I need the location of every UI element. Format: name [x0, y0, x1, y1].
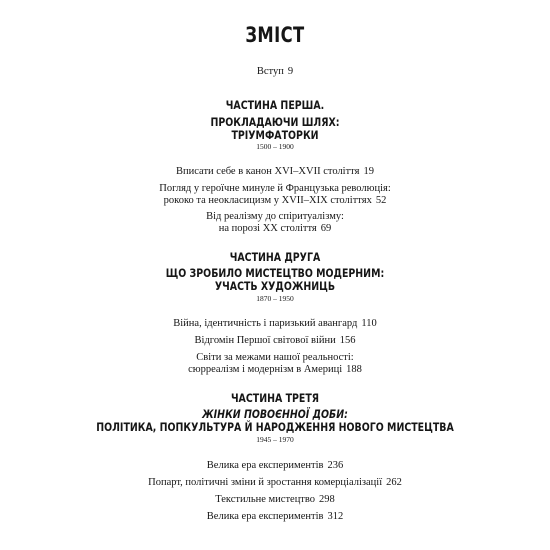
toc-entry-label: на порозі XX століття	[218, 223, 317, 234]
toc-entry-part3-ch2[interactable]	[0, 477, 550, 489]
toc-entry-page: 52	[375, 195, 387, 206]
toc-entry-label: Від реалізму до спіритуалізму:	[206, 211, 344, 222]
toc-entry-label: Відгомін Першої світової війни	[194, 335, 336, 346]
toc-entry-part3-ch1[interactable]	[0, 460, 550, 472]
toc-entry-page: 188	[346, 364, 362, 375]
toc-entry-label: Велика ера експериментів	[206, 511, 324, 522]
toc-entry-label: рококо та неокласицизм у XVII–XIX століттях	[163, 195, 372, 206]
toc-entry-label: Попарт, політичні зміни й зростання комерціалізації	[148, 477, 383, 488]
toc-entry-part1-ch2-line-2[interactable]	[0, 195, 550, 207]
toc-entry-page: 298	[319, 494, 335, 505]
part-3-label: ЧАСТИНА ТРЕТЯ	[230, 391, 320, 405]
part-3-title-line-1: ЖІНКИ ПОВОЄННОЇ ДОБИ:	[202, 407, 348, 421]
toc-entry-label: Війна, ідентичність і паризький авангард	[173, 318, 358, 329]
part-1-title-line-1: ПРОКЛАДАЮЧИ ШЛЯХ:	[210, 115, 340, 129]
part-1-title-line-2: ТРІУМФАТОРКИ	[231, 128, 319, 142]
toc-entry-page: 312	[327, 511, 344, 522]
toc-entry-label: сюрреалізм і модернізм в Америці	[188, 364, 343, 375]
toc-entry-page: 9	[287, 66, 294, 77]
part-2-title-line-2: УЧАСТЬ ХУДОЖНИЦЬ	[214, 279, 336, 293]
toc-entry-label: Вписати себе в канон XVI–XVII століття	[176, 166, 360, 177]
toc-entry-page: 69	[320, 223, 332, 234]
toc-entry-page: 19	[363, 166, 374, 177]
toc-entry-label: Текстильне мистецтво	[215, 494, 316, 505]
part-3-years: 1945 – 1970	[256, 435, 294, 444]
toc-entry-part2-ch3-line-2[interactable]	[0, 364, 550, 376]
toc-entry-part2-ch2[interactable]	[0, 335, 550, 347]
toc-entry-label: Світи за межами нашої реальності:	[196, 352, 354, 363]
part-2-label: ЧАСТИНА ДРУГА	[229, 250, 321, 264]
part-1-label: ЧАСТИНА ПЕРША.	[225, 98, 325, 112]
toc-entry-part1-ch2-line-1[interactable]	[0, 183, 550, 195]
toc-entry-part1-ch3-line-2[interactable]	[0, 223, 550, 235]
toc-entry-part2-ch3-line-1[interactable]	[0, 352, 550, 364]
toc-entry-intro[interactable]	[0, 66, 550, 78]
toc-entry-part1-ch3-line-1[interactable]	[0, 211, 550, 223]
toc-entry-part3-ch4[interactable]	[0, 511, 550, 523]
toc-entry-page: 262	[386, 477, 402, 488]
toc-entry-part3-ch3[interactable]	[0, 494, 550, 506]
toc-entry-label: Вступ	[256, 66, 284, 77]
part-3-title-line-2: ПОЛІТИКА, ПОПКУЛЬТУРА Й НАРОДЖЕННЯ НОВОГО МИСТЕЦТВА	[96, 420, 454, 434]
toc-entry-label: Велика ера експериментів	[206, 460, 324, 471]
toc-entry-part2-ch1[interactable]	[0, 318, 550, 330]
part-1-years: 1500 – 1900	[256, 142, 294, 151]
toc-entry-page: 156	[339, 335, 356, 346]
toc-entry-part1-ch1[interactable]	[0, 166, 550, 178]
toc-entry-page: 110	[361, 318, 377, 329]
part-2-years: 1870 – 1950	[256, 294, 294, 303]
toc-entry-page: 236	[327, 460, 344, 471]
toc-entry-label: Погляд у героїчне минуле й Французька революція:	[159, 183, 391, 194]
page-title: ЗМІСТ	[245, 23, 305, 47]
part-2-title-line-1: ЩО ЗРОБИЛО МИСТЕЦТВО МОДЕРНИМ:	[165, 266, 385, 280]
